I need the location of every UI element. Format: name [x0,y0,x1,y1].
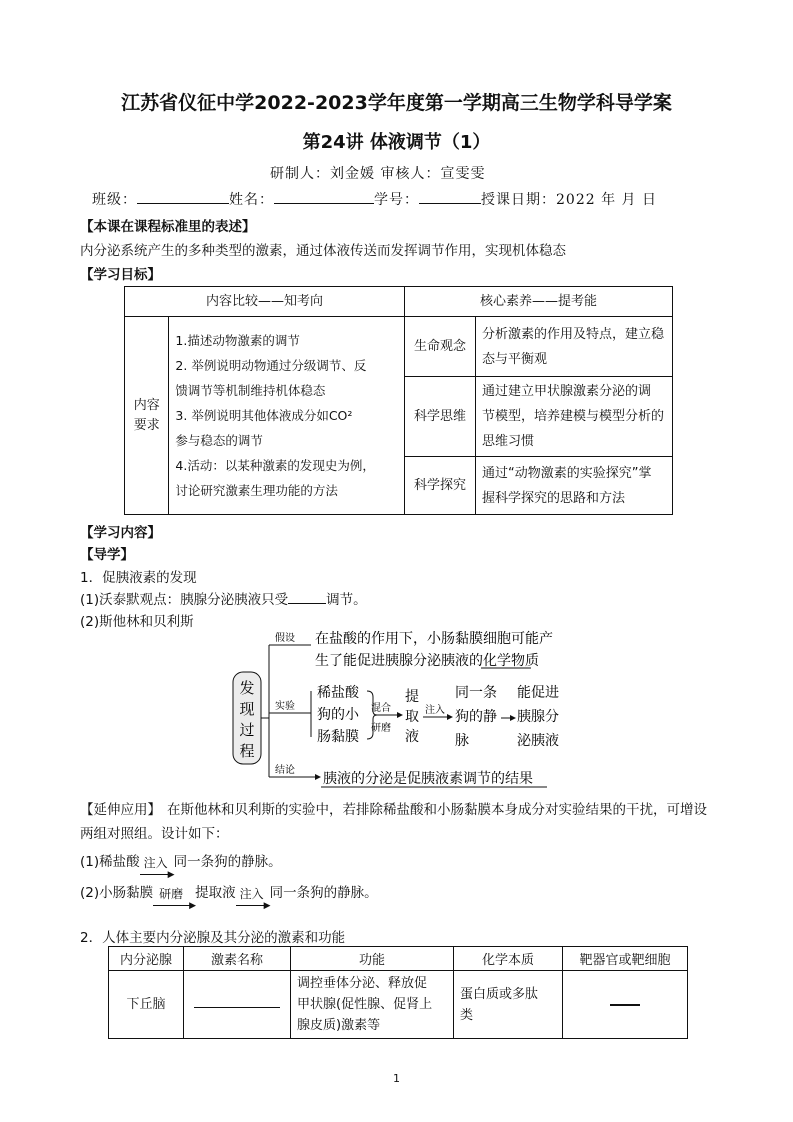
col-header: 功能 [291,947,454,971]
literacy-name: 生命观念 [405,317,476,377]
vein-line: 脉 [455,733,469,749]
content-line: 4.活动：以某种激素的发现史为例， [175,458,375,473]
lesson-title: 第24讲 体液调节（1） [302,132,491,153]
date-label: 授课日期：2022 年 月 日 [481,192,657,208]
target-cell [563,971,688,1039]
goals-col-content: 内容比较——知考向 [125,287,405,317]
material-line: 狗的小 [317,707,359,723]
e2-start: (2)小肠黏膜 [80,885,154,901]
class-blank[interactable] [137,189,229,204]
content-heading: 【学习内容】 [80,525,161,541]
gland-name: 下丘脑 [109,971,184,1039]
literacy-line: 节模型，培养建模与模型分析的 [482,409,665,424]
goals-col-literacy: 核心素养——提考能 [405,287,673,317]
content-line: 讨论研究激素生理功能的方法 [175,483,338,498]
e1-inject-label: 注入 [143,856,168,870]
literacy-line: 握科学探究的思路和方法 [482,490,626,506]
standard-text: 内分泌系统产生的多种类型的激素，通过体液传送而发挥调节作用，实现机体稳态 [80,243,566,259]
extension-line-2: 两组对照组。设计如下： [80,826,229,842]
function-cell [291,971,454,1039]
nature-cell [454,971,563,1039]
page-number: 1 [393,1072,400,1085]
extension-text: 在斯他林和贝利斯的实验中，若排除稀盐酸和小肠黏膜本身成分对实验结果的干扰，可增设 [167,802,707,818]
content-line: 1.描述动物激素的调节 [175,333,300,348]
info-line [92,189,657,209]
extension-line-1 [80,798,707,818]
row-label-2: 要求 [133,417,160,433]
conclusion-text: 胰液的分泌是促胰液素调节的结果 [323,771,533,787]
col-header: 化学本质 [454,947,563,971]
authors-line: 研制人：刘金媛 审核人：宣雯雯 [270,166,486,182]
function-line: 调控垂体分泌、释放促 [297,976,428,991]
literacy-name: 科学思维 [405,377,476,457]
glands-table [108,946,688,1039]
literacy-line: 思维习惯 [482,434,535,449]
conclusion-label: 结论 [275,765,295,776]
id-blank[interactable] [419,189,481,204]
standard-heading: 【本课在课程标准里的表述】 [80,219,256,235]
section-1-title: 1．促胰液素的发现 [80,570,197,586]
row-label-1: 内容 [133,397,160,413]
guide-heading: 【导学】 [80,547,134,563]
content-requirement-label [125,317,169,515]
starling-bayliss: (2)斯他林和贝利斯 [80,614,194,630]
content-line: 馈调节等机制维持机体稳态 [175,383,326,398]
goals-table [124,286,673,515]
name-label: 姓名： [229,192,274,208]
discovery-diagram [225,625,635,795]
vein-line: 同一条 [455,685,497,701]
literacy-line: 分析激素的作用及特点，建立稳 [482,326,665,342]
id-label: 学号： [374,192,419,208]
grind-label: 研磨 [371,723,391,734]
e2-grind-label: 研磨 [159,887,184,901]
literacy-name: 科学探究 [405,457,476,515]
extract-char: 提 [405,689,419,705]
result-line: 能促进 [517,685,559,701]
e2-end: 同一条狗的静脉。 [269,885,378,901]
inject-arrowhead [447,714,453,720]
experiment-2: (2)小肠黏膜 研磨 ▶ 提取液 注入 ▶ 同一条狗的静脉。 [80,885,378,911]
box-char: 现 [239,700,255,718]
function-line: 腺皮质)激素等 [297,1018,381,1033]
extension-label: 【延伸应用】 [80,802,161,818]
literacy-desc [476,457,673,515]
material-line: 稀盐酸 [317,685,359,701]
result-line: 泌胰液 [517,733,559,749]
content-requirements [169,317,405,515]
mix-label: 混合 [371,703,391,714]
material-line: 肠黏膜 [317,729,359,745]
box-char: 过 [239,721,255,739]
vein-line: 狗的静 [455,709,497,725]
e2-mid: 提取液 [195,885,236,901]
content-line: 2. 举例说明动物通过分级调节、反 [175,358,367,373]
document-title: 江苏省仪征中学2022-2023学年度第一学期高三生物学科导学案 [121,92,672,114]
content-line: 参与稳态的调节 [175,433,263,448]
goals-heading: 【学习目标】 [80,267,161,283]
col-header: 激素名称 [184,947,291,971]
name-blank[interactable] [274,189,374,204]
experiment-label: 实验 [275,701,295,712]
e1-start: (1)稀盐酸 [80,854,140,870]
inject-label: 注入 [425,705,445,716]
literacy-line: 态与平衡观 [482,351,548,367]
extract-char: 液 [405,729,419,745]
hypothesis-line-1: 在盐酸的作用下，小肠黏膜细胞可能产 [315,631,553,647]
wortmann-text: (1)沃泰默观点：胰腺分泌胰液只受 [80,592,289,608]
extract-char: 取 [405,709,419,725]
process-arrowhead [397,712,403,718]
result-line: 胰腺分 [517,709,559,725]
section-2-title: 2．人体主要内分泌腺及其分泌的激素和功能 [80,930,346,946]
box-char: 发 [239,679,255,697]
result-arrowhead [510,715,516,721]
wortmann-blank[interactable] [288,591,326,604]
wortmann-view [80,588,367,608]
literacy-line: 通过建立甲状腺激素分泌的调 [482,384,652,399]
table-row [109,971,688,1039]
col-header: 靶器官或靶细胞 [563,947,688,971]
function-line: 甲状腺(促性腺、促肾上 [297,997,433,1012]
hypothesis-line-2: 生了能促进胰腺分泌胰液的化学物质 [315,653,539,669]
wortmann-text-end: 调节。 [326,592,367,608]
hypothesis-label: 假设 [275,633,295,644]
nature-line: 蛋白质或多肽 [460,986,539,1002]
dash-mark [610,1004,640,1006]
hormone-blank[interactable] [184,971,291,1039]
experiment-1: (1)稀盐酸 注入 ▶ 同一条狗的静脉。 [80,854,282,880]
col-header: 内分泌腺 [109,947,184,971]
literacy-desc [476,317,673,377]
literacy-line: 通过“动物激素的实验探究”掌 [482,465,652,481]
e1-end: 同一条狗的静脉。 [173,854,282,870]
branch-arrow [315,774,321,780]
class-label: 班级： [92,192,137,208]
content-line: 3. 举例说明其他体液成分如CO² [175,408,353,423]
box-char: 程 [239,742,255,760]
e2-inject-label: 注入 [239,887,264,901]
nature-line: 类 [460,1007,474,1023]
literacy-desc [476,377,673,457]
